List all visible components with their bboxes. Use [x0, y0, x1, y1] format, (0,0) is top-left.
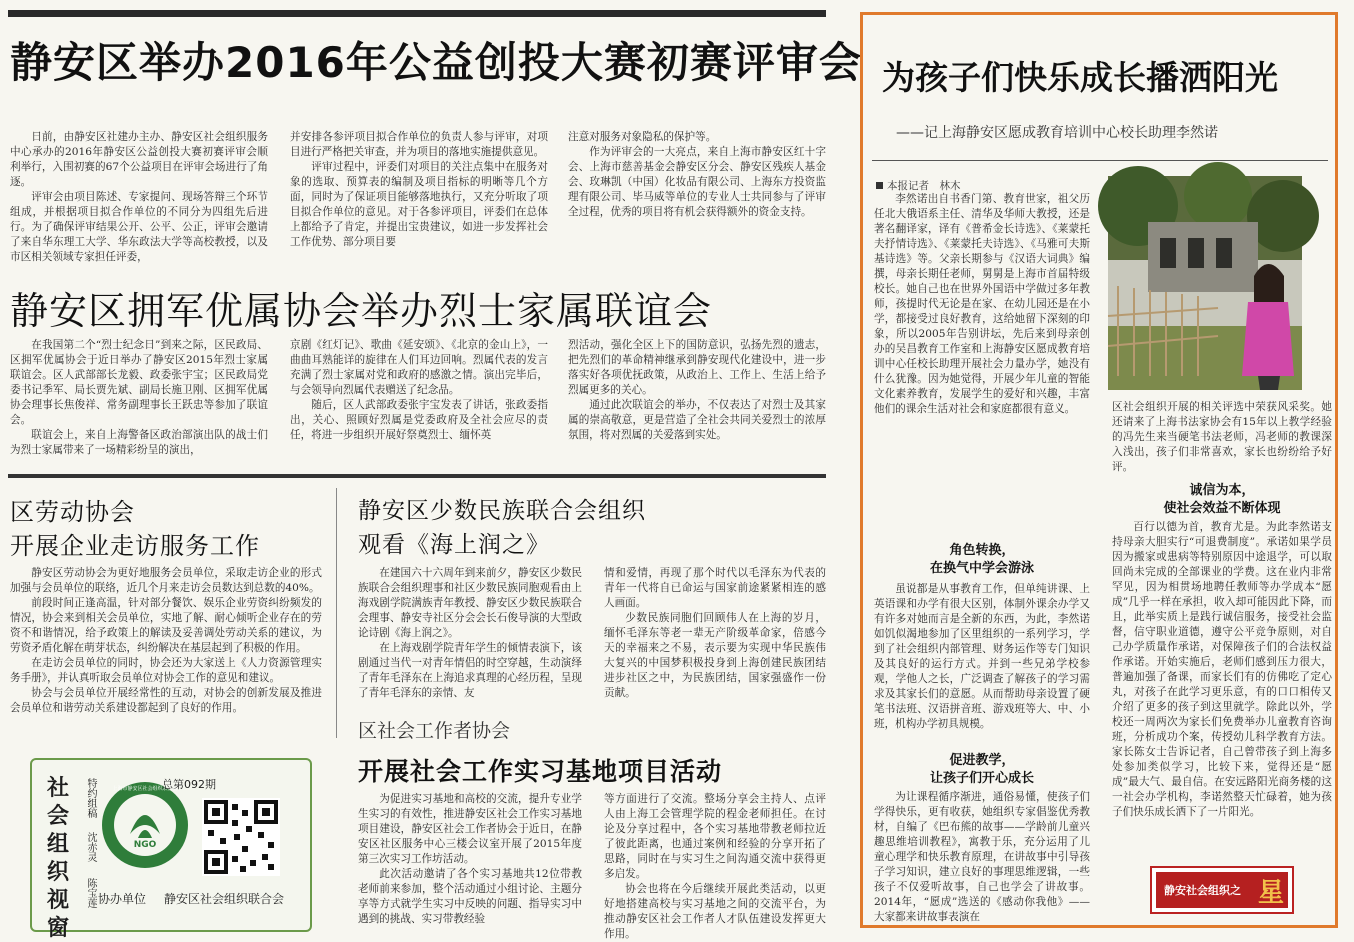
- paragraph: 在我国第二个“烈士纪念日”到来之际，区民政局、区拥军优属协会于近日举办了静安区2015年烈士家属联谊会。区人武部部长龙毅、政委张宇宝；区民政局党委书记季军、局长贾先斌、副局长施卫刚、区拥军优属协会理事长焦俊祥、常务副理事长王跃忠等参加了联谊会。: [10, 339, 268, 426]
- feature-title: 为孩子们快乐成长播洒阳光: [882, 58, 1278, 97]
- paragraph: 前段时间正逢高温，针对部分餐饮、娱乐企业劳资纠纷频发的情况，协会来到相关会员单位，实地了解、耐心倾听企业存在的劳资不和谐情况，给予政策上的解读及妥善调处劳动关系的建议，为劳资矛盾化解在萌芽状态，纠纷解决在基层起到了积极的作用。: [10, 597, 322, 654]
- square-icon: [876, 182, 883, 189]
- paragraph: 在走访会员单位的同时，协会还为大家送上《人力资源管理实务手册》，并认真听取会员单位对协会工作的意见和建议。: [10, 657, 322, 684]
- article4-title-line1: 静安区少数民族联合会组织: [358, 498, 646, 524]
- paragraph: 为促进实习基地和高校的交流，提升专业学生实习的有效性，推进静安区社会工作实习基地项目建设，静安区社会工作者协会于近日，在静安区社区服务中心三楼会议室开展了2015年度第三次实习工作坊活动。: [358, 793, 582, 865]
- section3-heading: [1112, 482, 1332, 518]
- article2-title: 静安区拥军优属协会举办烈士家属联谊会: [10, 289, 713, 333]
- article5-col1: [358, 792, 582, 930]
- column-divider: [336, 488, 337, 738]
- ad-issue: 总第092期: [162, 778, 216, 791]
- badge-star: 星: [1258, 878, 1285, 908]
- badge-text: 静安社会组织之: [1164, 884, 1241, 897]
- paragraph: 烈活动，强化全区上下的国防意识，弘扬先烈的遗志，把先烈们的革命精神继承到静安现代化建设中，进一步落实好各项优抚政策，从政治上、工作上、生活上给予烈属更多的关心。: [568, 339, 826, 396]
- ad-editor: 沈赤灵: [85, 832, 96, 862]
- section1-body: [874, 582, 1090, 732]
- paragraph: 区社会组织开展的相关评选中荣获风采奖。她还请来了上海书法家协会有15年以上教学经验的冯先生来当硬笔书法老师，冯老师的教课深入浅出，孩子们非常喜欢，家长也纷纷给予好评。: [1112, 401, 1332, 473]
- column-badge: [1150, 866, 1294, 914]
- section3-body: [1112, 520, 1332, 820]
- ngo-text: NGO: [133, 840, 157, 850]
- paragraph: 通过此次联谊会的举办，不仅表达了对烈士及其家属的崇高敬意，更是营造了全社会共同关爱烈士的浓厚氛围，将对烈属的关爱落到实处。: [568, 399, 826, 441]
- paragraph: 等方面进行了交流。整场分享会主持人、点评人由上海工会管理学院的程金老师担任。在讨论及分享过程中，各个实习基地带教老师拉近了彼此距离，也通过案例和经验的分享开拓了思路，同时在与实习生之间沟通交流中获得更多启发。: [604, 793, 826, 880]
- heading-line: 让孩子们开心成长: [929, 771, 1034, 786]
- heading-line: 角色转换，: [949, 543, 1015, 558]
- byline-text: 本报记者 林木: [887, 180, 961, 192]
- top-rule: [8, 10, 826, 17]
- article1-col1: [10, 130, 268, 265]
- paragraph: 协会与会员单位开展经常性的互动，对协会的创新发展及推进会员单位和谐劳动关系建设都起到了良好的作用。: [10, 687, 322, 714]
- heading-line: 促进教学，: [949, 753, 1015, 768]
- article1-title: 静安区举办2016年公益创投大赛初赛评审会: [10, 38, 862, 87]
- article5-col2: [604, 792, 826, 940]
- paragraph: 情和爱情，再现了那个时代以毛泽东为代表的青年一代将自已命运与国家前途紧紧相连的感人画面。: [604, 567, 826, 609]
- column-ad-box: [30, 758, 312, 941]
- article4-col2: [604, 566, 826, 701]
- feature-subtitle: ——记上海静安区愿成教育培训中心校长助理李然诺: [896, 125, 1218, 141]
- paragraph: 评审会由项目陈述、专家提问、现场答辩三个环节组成，并根据项目拟合作单位的不同分为四组先后进行。为了确保评审结果公开、公平、公正，评审会邀请了来自华东理工大学、华东政法大学等高校教授，以及市区相关领域专家担任评委，: [10, 191, 268, 263]
- heading-line: 在换气中学会游泳: [929, 561, 1034, 576]
- ad-organizer: 静安区社会组织联合会: [164, 892, 285, 906]
- section2-heading: [874, 752, 1090, 788]
- paragraph: 注意对服务对象隐私的保护等。: [568, 131, 717, 143]
- article3-body: [10, 566, 322, 716]
- paragraph: 百行以德为首，教育尤是。为此李然诺支持母亲大胆实行“可退费制度”。承诺如果学员因为搬家或患病等特别原因中途退学，可以取回尚未完成的全部课业的学费。这在业内非常罕见，因为相贯场地聘任教师等办学成本“愿成”几乎一样在承担，收入却可能因此下降，而且，此举实质上是践行诚信服务，接受社会监督，信守职业道德，遵守公平竞争原则，对自己办学质量作承诺，对保障孩子们的合法权益作承诺。开始实施后，老师们感到压力很大，普遍加强了备课，而家长们有的仿佛吃了定心丸，对孩子在此学习更乐意，有的口口相传又介绍了更多的孩子到这里就学。除此以外，学校还一周两次为家长们免费举办儿童教育咨询班，分析成功个案，传授幼儿科学教育方法。家长陈女士告诉记者，自己曾带孩子到上海多处参加类似学习，比较下来，觉得还是“愿成”最大气、最自信。在安远路阳光商务楼的这一社会办学机构，李诺然整天忙碌着，她为孩子们快乐成长洒下了一片阳光。: [1112, 521, 1332, 818]
- ngo-logo-icon: [102, 782, 188, 868]
- ngo-logo: [102, 782, 188, 868]
- garden-photo: [1108, 176, 1302, 390]
- paragraph: 联谊会上，来自上海警备区政治部演出队的战士们为烈士家属带来了一场精彩纷呈的演出，: [10, 429, 268, 456]
- paragraph: 少数民族同胞们回顾伟人在上海的岁月，缅怀毛泽东等老一辈无产阶级革命家，倍感今天的幸福来之不易，表示要为实现中华民族伟大复兴的中国梦积极投身到上海创建民族团结进步社区之中，为民族团结，国家强盛作一份贡献。: [604, 612, 826, 699]
- feature-byline: [876, 178, 961, 193]
- paragraph: 李然诺出自书香门第、教育世家，祖父历任北大俄语系主任、清华及华师大教授，还是著名翻译家，译有《普希金长诗选》、《莱蒙托夫抒情诗选》、《莱蒙托夫诗选》、《马雅可夫斯基诗选》等。父亲长期参与《汉语大词典》编撰，母亲长期任老师，舅舅是上海市首届特级校长。她自己也在世界外国语中学做过多年教师，孩提时代无论是在家、在幼儿园还是在小学，都接受过良好教育，这给她留下深刻的印象，所以2005年告别讲坛，先后来到母亲创办的吴昌教育工作室和上海静安区愿成教育培训中心任校长助理开展社会力量办学，她没有什么犹豫。因为她觉得，开展少年儿童的智能文化素养教育，发展学生的爱好和兴趣，丰富他们的课余生活对社会和家庭都很有意义。: [874, 193, 1090, 415]
- article5-kicker: 区社会工作者协会: [358, 720, 511, 742]
- paragraph: 作为评审会的一大亮点，来自上海市静安区红十字会、上海市慈善基金会静安区分会、静安区残疾人基金会、玫琳凯（中国）化妆品有限公司、上海东方投资监理有限公司、毕马威等单位的专业人士共同参与了评审全过程，优秀的项目将有机会获得额外的资金支持。: [568, 146, 826, 218]
- paragraph: 日前，由静安区社建办主办、静安区社会组织服务中心承办的2016年静安区公益创投大赛初赛评审会顺利举行，入围初赛的67个公益项目在评审会场进行了角逐。: [10, 131, 268, 188]
- feature-intro: [874, 192, 1090, 417]
- qr-code-icon: [202, 798, 280, 876]
- qr-code[interactable]: [202, 798, 280, 876]
- article4-title-line2: 观看《海上润之》: [358, 532, 550, 558]
- article2-col3: [568, 338, 826, 443]
- section2-body: [874, 790, 1090, 926]
- section-divider: [8, 474, 826, 478]
- section1-heading: [874, 542, 1090, 578]
- article1-col3: [568, 130, 826, 220]
- article1-col2: [290, 130, 548, 250]
- paragraph: 京剧《红灯记》、歌曲《延安颂》、《北京的金山上》，一曲曲耳熟能详的旋律在人们耳边回响。烈属代表的发言充满了烈士家属对党和政府的感激之情。演出完毕后，与会领导向烈属代表赠送了纪念品。: [290, 339, 548, 396]
- ad-organizer-label: 协办单位: [98, 892, 147, 906]
- paragraph: 随后，区人武部政委张宇宝发表了讲话，张政委指出，关心、照顾好烈属是党委政府及全社会应尽的责任，将进一步组织开展好祭奠烈士、缅怀英: [290, 399, 548, 441]
- paragraph: 在上海戏剧学院青年学生的倾情表演下，该剧通过当代一对青年情侣的时空穿越，生动演绎了青年毛泽东在上海追求真理的心经历程，呈现了青年毛泽东的亲情、友: [358, 642, 582, 699]
- article2-col2: [290, 338, 548, 443]
- article2-col1: [10, 338, 268, 458]
- feature-divider: [872, 160, 1328, 161]
- paragraph: 此次活动邀请了各个实习基地共12位带教老师前来参加，整个活动通过小组讨论、主题分享等方式就学生实习中反映的问题、指导实习中遇到的挑战、实习带教经验: [358, 868, 582, 925]
- paragraph: 虽说都是从事教育工作，但单纯讲课、上英语课和办学有很大区别，体制外课余办学又有许多对她而言是全新的东西，为此，李然诺如饥似渴地参加了区里组织的一系列学习，学到了社会组织内部管理、财务运作等专门知识及其良好的运行方式。并到一些兄弟学校参观，学他人之长，广泛调查了解孩子的学习需求及其家长们的意愿。从而帮助母亲设置了硬笔书法班、汉语拼音班、游戏班等大、中、小班，机构办学初具规模。: [874, 583, 1090, 730]
- article3-title-line2: 开展企业走访服务工作: [10, 532, 260, 560]
- heading-line: 诚信为本，: [1189, 483, 1255, 498]
- article4-col1: [358, 566, 582, 701]
- paragraph: 在建国六十六周年到来前夕，静安区少数民族联合会组织理事和社区少数民族同胞观看由上海戏剧学院满族青年教授、静安区少数民族联合会理事、静安寺社区分会会长石俊导演的大型政论诗剧《海上润之》。: [358, 567, 582, 639]
- article3-title-line1: 区劳动协会: [10, 498, 135, 526]
- heading-line: 使社会效益不断体现: [1163, 501, 1281, 516]
- paragraph: 为让课程循序渐进，通俗易懂，使孩子们学得快乐，更有收获，她组织专家倡鉴优秀教材，自编了《巴布熊的故事——学龄前儿童兴趣思维培训教程》，寓教于乐，充分运用了儿童心理学和快乐教育原理，在讲故事中引导孩子学习知识，建立良好的事理思维逻辑，一些孩子不仅爱听故事，自己也学会了讲故事。2014年，“愿成”选送的《感动你我他》——大家都来讲故事表演在: [874, 791, 1090, 923]
- paragraph: 协会也将在今后继续开展此类活动，以更好地搭建高校与实习基地之间的交流平台，为推动静安区社会工作者人才队伍建设发挥更大作用。: [604, 883, 826, 940]
- ad-editors-label: 特约组稿: [85, 778, 96, 818]
- article5-title: 开展社会工作实习基地项目活动: [358, 757, 723, 786]
- feature-photo: [1108, 176, 1302, 390]
- paragraph: 评审过程中，评委们对项目的关注点集中在服务对象的选取、预算表的编制及项目指标的明晰等几个方面，同时为了保证项目能够落地执行，又充分听取了项目拟合作单位的意见。对于各参评项目，评委们在总体上都给予了肯定，并提出宝贵建议，如进一步发挥社会工作优势、部分项目要: [290, 161, 548, 248]
- paragraph: 静安区劳动协会为更好地服务会员单位，采取走访企业的形式加强与会员单位的联络，近几个月来走访会员数达到总数的40%。: [10, 567, 322, 594]
- paragraph: 并安排各参评项目拟合作单位的负责人参与评审，对项目进行严格把关审查，并为项目的落地实施提供意见。: [290, 131, 548, 158]
- ngo-ring-text: 上海市静安区社会组织联合会: [112, 786, 178, 792]
- ad-vertical-title: 社会组织视窗: [46, 775, 69, 941]
- photo-caption: [1112, 400, 1332, 475]
- ad-editor: 陈宝莲: [85, 878, 96, 908]
